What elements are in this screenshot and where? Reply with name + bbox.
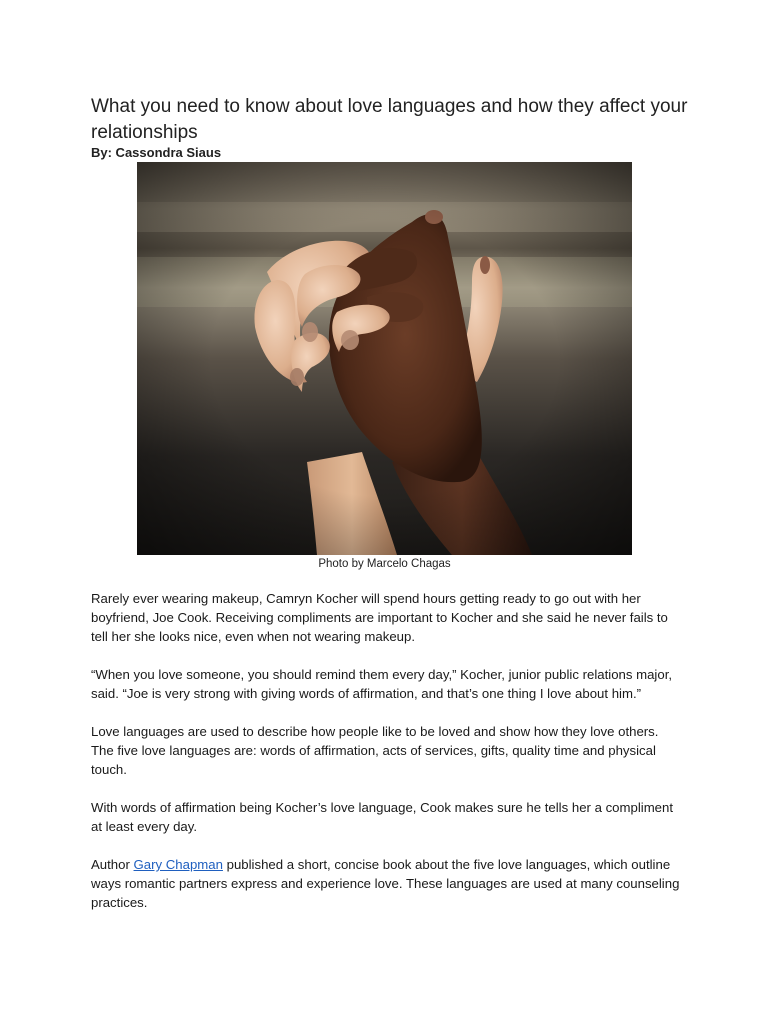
gary-chapman-link[interactable]: Gary Chapman — [133, 857, 223, 872]
paragraph-3: Love languages are used to describe how people like to be loved and show how they love others. The five love languages are: words of affirmation, acts of services, gifts, quality time and physical touch. — [91, 724, 659, 777]
article-photo — [137, 162, 632, 555]
article-byline: By: Cassondra Siaus — [91, 145, 222, 160]
article-title: What you need to know about love languages and how they affect your relationships — [91, 96, 688, 143]
paragraph-5-lead: Author — [91, 857, 134, 872]
article-body — [91, 589, 681, 931]
photo-caption: Photo by Marcelo Chagas — [318, 558, 451, 570]
paragraph-5 — [91, 855, 681, 912]
clasped-hands-image — [137, 162, 632, 555]
paragraph-4: With words of affirmation being Kocher’s love language, Cook makes sure he tells her a compliment at least every day. — [91, 800, 674, 834]
paragraph-2: “When you love someone, you should remind them every day,” Kocher, junior public relations major, said. “Joe is very strong with giving words of affirmation, and that’s one thing I love about him.” — [91, 667, 673, 701]
paragraph-1: Rarely ever wearing makeup, Camryn Kocher will spend hours getting ready to go out with her boyfriend, Joe Cook. Receiving compliments are important to Kocher and she said he never fails to tell her she looks nice, even when not wearing makeup. — [91, 591, 668, 644]
paragraph-5-rest: published a short, concise book about the five love languages, which outline ways romantic partners express and experience love. These languages are used at many counseling practices. — [91, 857, 680, 910]
